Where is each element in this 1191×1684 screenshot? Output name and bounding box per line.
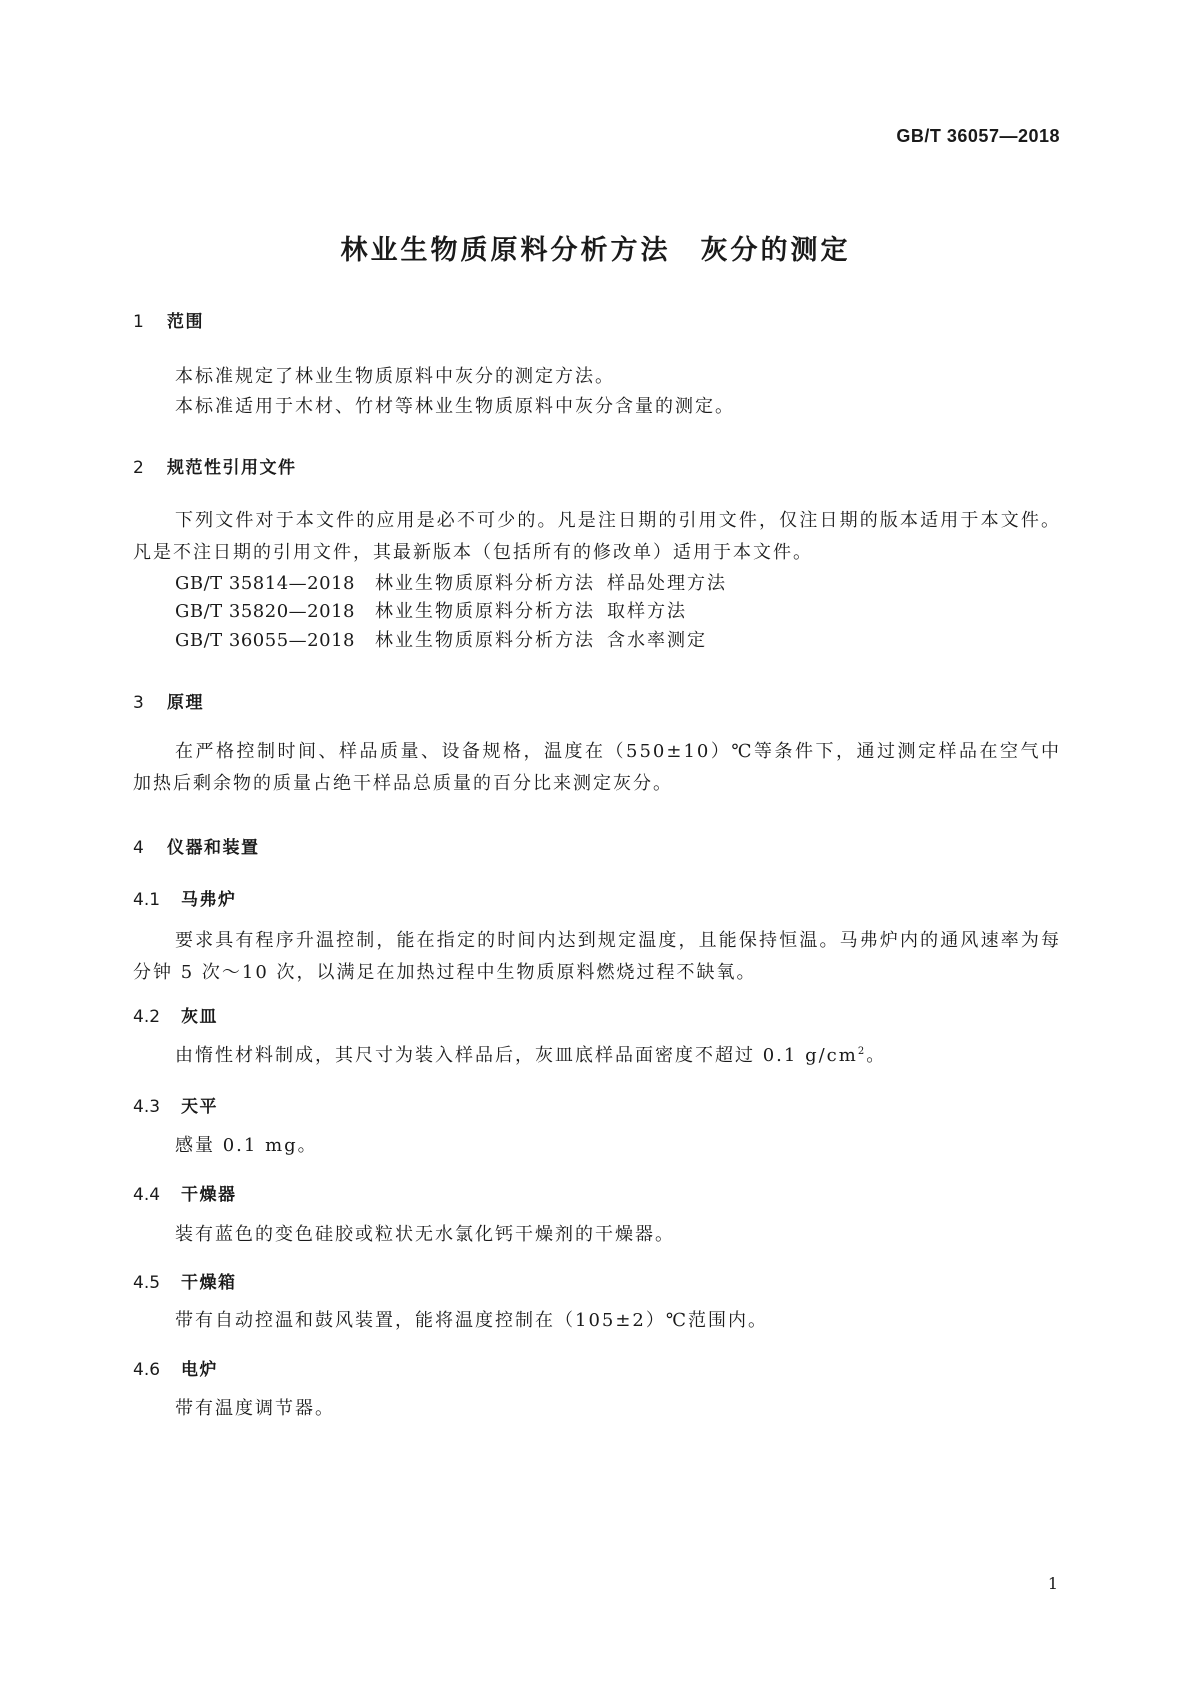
- subsection-title: 干燥器: [181, 1185, 237, 1205]
- section-1-paragraph-1: 本标准规定了林业生物质原料中灰分的测定方法。: [175, 366, 615, 387]
- section-1-paragraph-2: 本标准适用于木材、竹材等林业生物质原料中灰分含量的测定。: [175, 396, 735, 417]
- section-3-heading: [133, 688, 204, 713]
- reference-item: [175, 569, 727, 595]
- subsection-number: 4.3: [133, 1097, 161, 1117]
- subsection-title: 干燥箱: [181, 1273, 237, 1293]
- subsection-4-4-heading: [133, 1180, 237, 1205]
- subsection-number: 4.5: [133, 1273, 161, 1293]
- subsection-number: 4.2: [133, 1007, 161, 1027]
- subsection-number: 4.6: [133, 1360, 161, 1380]
- section-title: 仪器和装置: [167, 838, 260, 858]
- subsection-4-2-paragraph: [133, 1040, 1061, 1072]
- section-1-heading: [133, 307, 204, 332]
- paragraph-end: 。: [866, 1045, 887, 1066]
- page-number: 1: [1047, 1574, 1058, 1593]
- subsection-4-5-paragraph: 带有自动控温和鼓风装置，能将温度控制在（105±2）℃范围内。: [175, 1310, 769, 1331]
- reference-title: 林业生物质原料分析方法: [375, 601, 595, 622]
- section-number: 2: [133, 458, 144, 478]
- reference-code: GB/T 36055—2018: [175, 630, 355, 651]
- reference-code: GB/T 35820—2018: [175, 601, 355, 622]
- document-title: 林业生物质原料分析方法 灰分的测定: [340, 235, 851, 266]
- section-number: 1: [133, 312, 144, 332]
- subsection-title: 马弗炉: [181, 890, 237, 910]
- subsection-4-5-heading: [133, 1268, 237, 1293]
- section-3-paragraph: 在严格控制时间、样品质量、设备规格，温度在（550±10）℃等条件下，通过测定样品在空气中加热后剩余物的质量占绝干样品总质量的百分比来测定灰分。: [133, 741, 1061, 794]
- reference-subtitle: 取样方法: [607, 601, 687, 622]
- section-number: 4: [133, 838, 144, 858]
- subsection-title: 天平: [181, 1097, 218, 1117]
- reference-code: GB/T 35814—2018: [175, 573, 355, 594]
- reference-item: [175, 597, 687, 623]
- reference-subtitle: 含水率测定: [607, 630, 707, 651]
- reference-item: [175, 626, 707, 652]
- section-title: 范围: [167, 312, 204, 332]
- section-2-intro: 下列文件对于本文件的应用是必不可少的。凡是注日期的引用文件，仅注日期的版本适用于本文件。凡是不注日期的引用文件，其最新版本（包括所有的修改单）适用于本文件。: [133, 510, 1061, 563]
- reference-title: 林业生物质原料分析方法: [375, 630, 595, 651]
- subsection-4-1-heading: [133, 885, 237, 910]
- superscript: 2: [857, 1046, 867, 1057]
- section-title: 原理: [167, 693, 204, 713]
- section-title: 规范性引用文件: [167, 458, 297, 478]
- subsection-number: 4.1: [133, 890, 161, 910]
- subsection-title: 灰皿: [181, 1007, 218, 1027]
- subsection-title: 电炉: [181, 1360, 218, 1380]
- paragraph-text: 由惰性材料制成，其尺寸为装入样品后，灰皿底样品面密度不超过 0.1 g/cm: [175, 1045, 858, 1066]
- subsection-4-3-heading: [133, 1092, 218, 1117]
- reference-subtitle: 样品处理方法: [607, 573, 727, 594]
- standard-number: GB/T 36057—2018: [896, 126, 1060, 146]
- subsection-4-3-paragraph: 感量 0.1 mg。: [175, 1135, 318, 1156]
- section-number: 3: [133, 693, 144, 713]
- subsection-4-6-heading: [133, 1355, 218, 1380]
- reference-title: 林业生物质原料分析方法: [375, 573, 595, 594]
- section-4-heading: [133, 833, 260, 858]
- subsection-4-6-paragraph: 带有温度调节器。: [175, 1398, 335, 1419]
- subsection-4-2-heading: [133, 1002, 218, 1027]
- section-2-heading: [133, 453, 297, 478]
- subsection-4-4-paragraph: 装有蓝色的变色硅胶或粒状无水氯化钙干燥剂的干燥器。: [175, 1224, 675, 1245]
- subsection-4-1-paragraph: 要求具有程序升温控制，能在指定的时间内达到规定温度，且能保持恒温。马弗炉内的通风速率为每分钟 5 次～10 次，以满足在加热过程中生物质原料燃烧过程不缺氧。: [133, 930, 1061, 983]
- subsection-number: 4.4: [133, 1185, 161, 1205]
